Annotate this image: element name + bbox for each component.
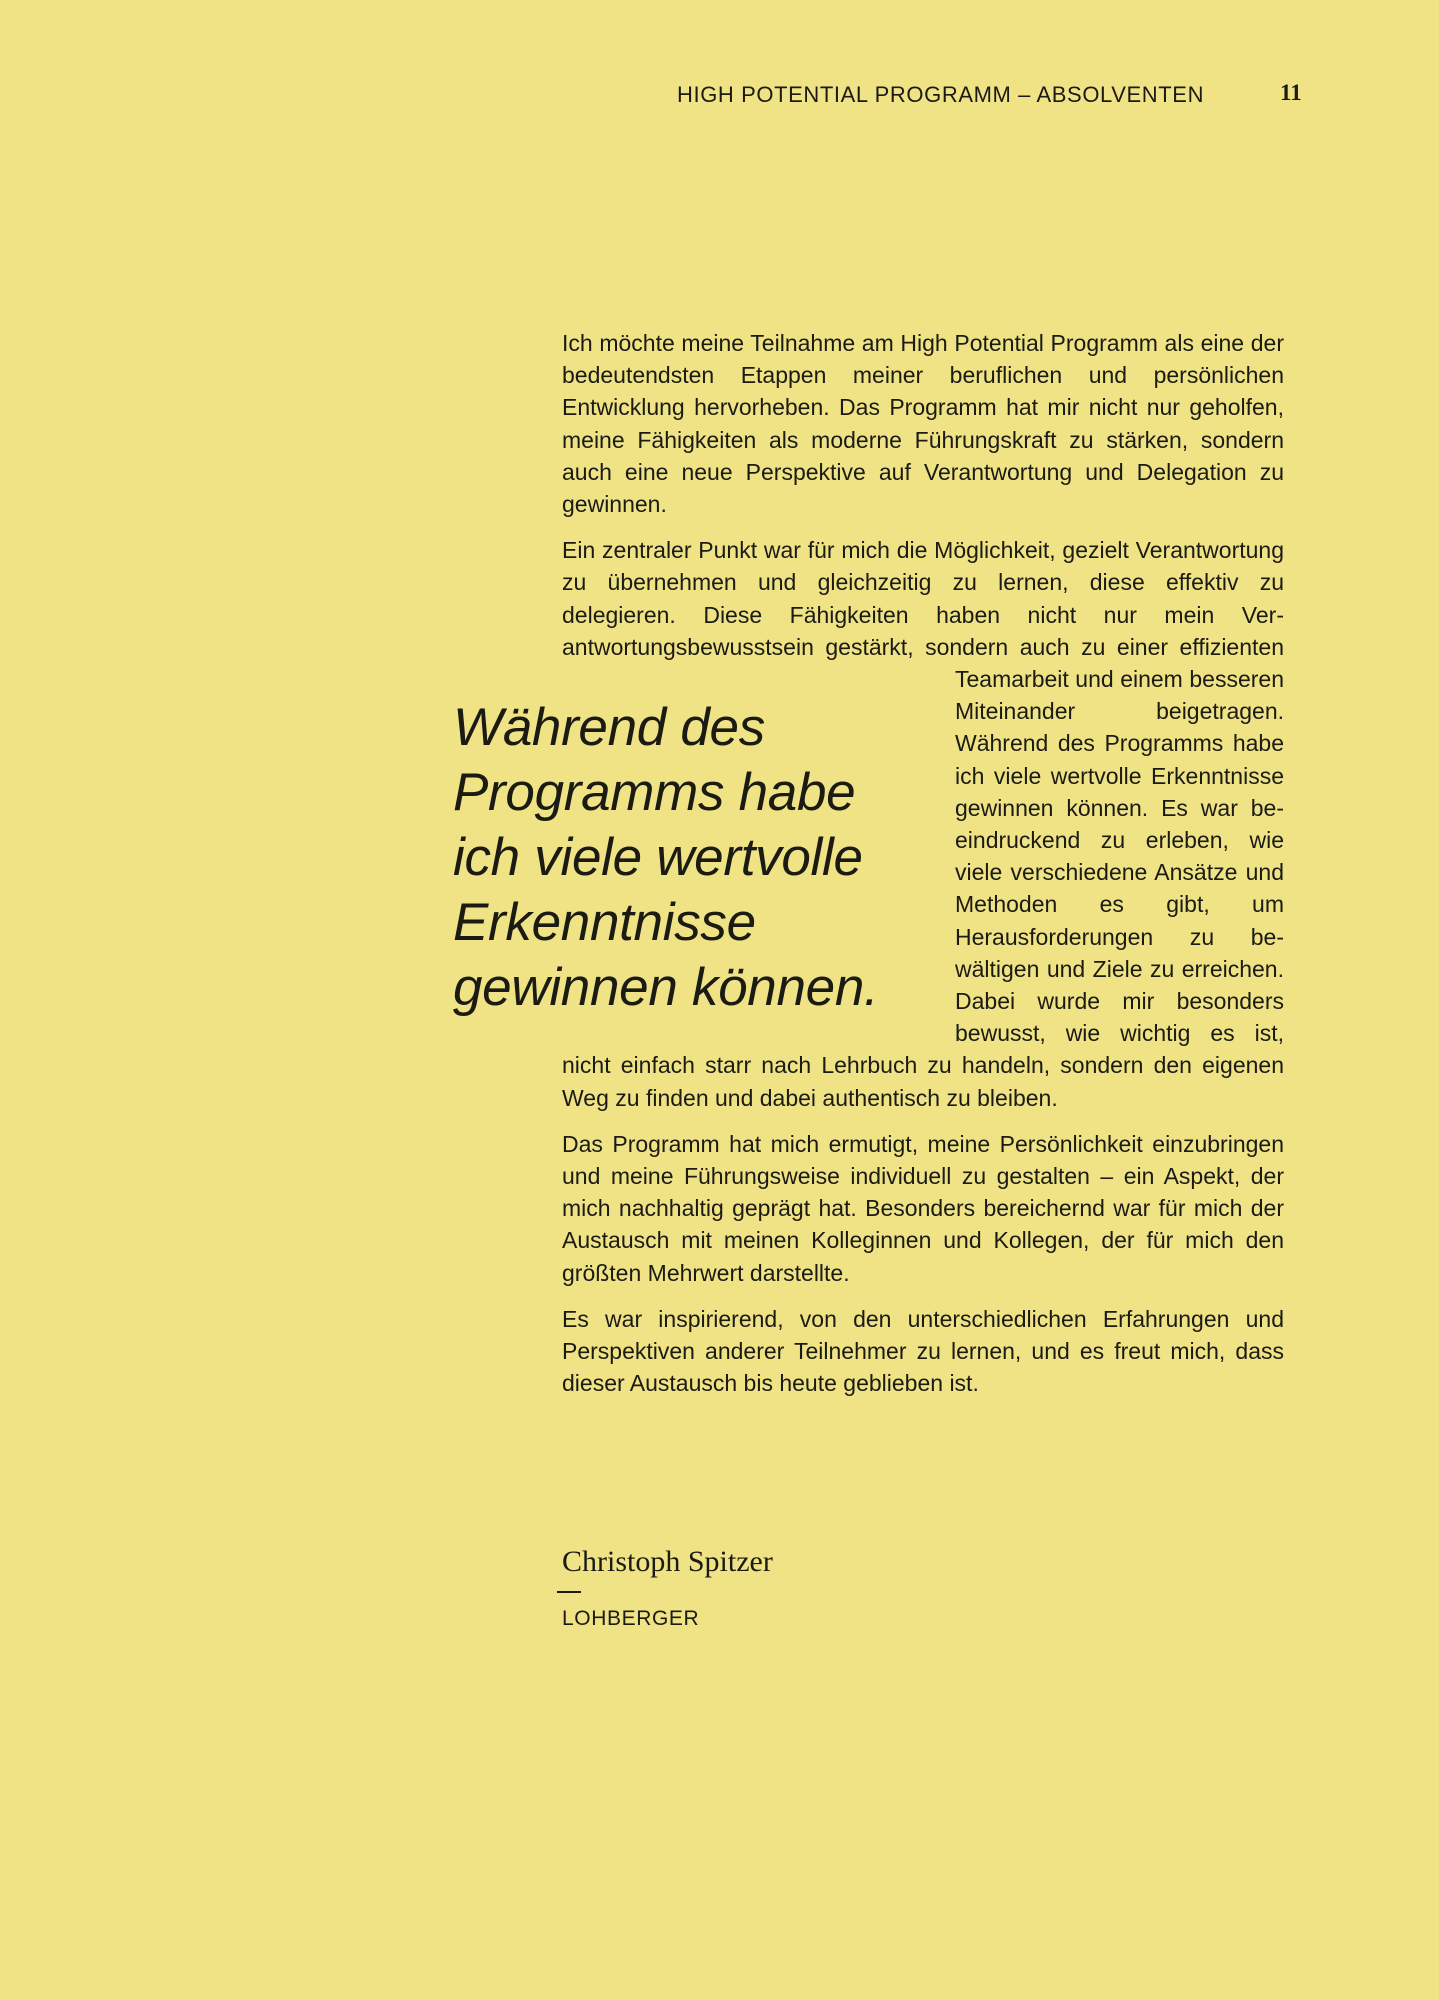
pull-quote: Während des Programms habe ich viele wertvolle Erkenntnisse gewinnen können. bbox=[453, 698, 879, 1017]
paragraph-2-text: Ein zentraler Punkt war für mich die Möglichkeit, gezielt Verantwortung zu übernehmen und gleichzeitig zu lernen, diese effektiv zu delegieren. Diese Fähigkeiten haben nicht nur mein Verantwortungsbewusstsein gestärkt, sondern auch zu einer effizienten Teamarbeit und einem besseren Miteinander beigetragen. Während des Programms habe ich viele wertvolle Erkenntnisse gewinnen können. Es war beeindruckend zu erleben, wie viele verschiedene Ansätze und Methoden es gibt, um Herausforderungen zu bewältigen und Ziele zu erreichen. Dabei wurde mir besonders bewusst, wie wichtig es ist, nicht einfach starr nach Lehrbuch zu handeln, sondern den eigenen Weg zu finden und dabei authentisch zu bleiben. bbox=[562, 537, 1284, 1111]
paragraph-3: Das Programm hat mich ermutigt, meine Persönlichkeit einzubringen und meine Führungsweise individuell zu gestalten – ein Aspekt, der mich nachhaltig geprägt hat. Besonders bereichernd war für mich der Austausch mit meinen Kolleginnen und Kollegen, der für mich den größten Mehrwert darstellte. bbox=[562, 1130, 1284, 1286]
signature-divider bbox=[557, 1591, 581, 1593]
header-title: HIGH POTENTIAL PROGRAMM – ABSOLVENTEN bbox=[677, 82, 1205, 107]
page-number: 11 bbox=[1280, 80, 1302, 105]
paragraph-4: Es war inspirierend, von den unterschiedlichen Erfahrungen und Perspektiven anderer Teilnehmer zu lernen, und es freut mich, dass dieser Austausch bis heute geblieben ist. bbox=[562, 1305, 1284, 1397]
author-name: Christoph Spitzer bbox=[562, 1545, 773, 1578]
paragraph-1: Ich möchte meine Teilnahme am High Potential Programm als eine der bedeutendsten Etappen meiner beruflichen und persönlichen Entwicklung hervorheben. Das Programm hat mir nicht nur geholfen, meine Fähigkeiten als moderne Führungskraft zu stärken, sondern auch eine neue Perspektive auf Verantwortung und Delegation zu gewinnen. bbox=[562, 330, 1284, 518]
page-header bbox=[0, 78, 1439, 112]
signature-block bbox=[562, 1545, 773, 1631]
author-company: LOHBERGER bbox=[562, 1607, 700, 1630]
